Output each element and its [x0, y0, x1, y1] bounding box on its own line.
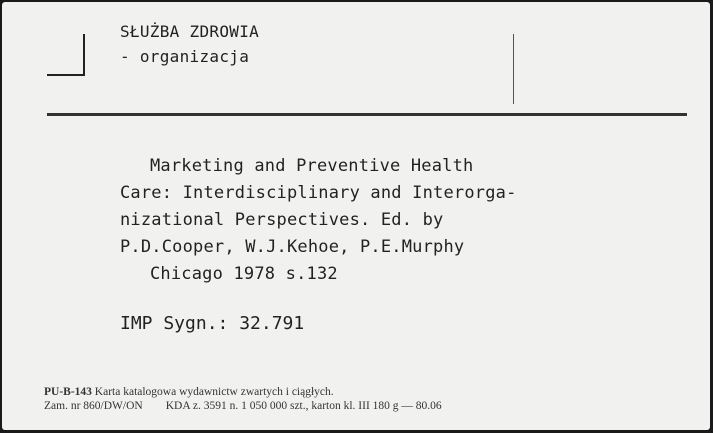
- form-title: Karta katalogowa wydawnictw zwartych i ciągłych.: [94, 386, 334, 398]
- entry-line-4: P.D.Cooper, W.J.Kehoe, P.E.Murphy: [120, 237, 465, 257]
- horizontal-rule: [47, 113, 687, 116]
- printed-footer: [44, 385, 442, 413]
- call-number: IMP Sygn.: 32.791: [120, 313, 305, 334]
- subject-subheading: - organizacja: [120, 47, 250, 66]
- entry-line-2: Care: Interdisciplinary and Interorga-: [120, 183, 517, 203]
- form-code: PU-B-143: [44, 386, 92, 398]
- entry-line-3: nizational Perspectives. Ed. by: [120, 210, 444, 230]
- catalog-card: [2, 2, 710, 430]
- printing-info: KDA z. 3591 n. 1 050 000 szt., karton kl. III 180 g — 80.06: [165, 400, 442, 412]
- entry-line-5: Chicago 1978 s.132: [150, 264, 338, 284]
- footer-row-2: [44, 399, 442, 413]
- footer-row-1: [44, 385, 442, 399]
- entry-line-1: Marketing and Preventive Health: [150, 156, 474, 176]
- subject-heading: SŁUŻBA ZDROWIA: [120, 22, 260, 41]
- bibliographic-entry: [120, 153, 517, 288]
- order-ref: Zam. nr 860/DW/ON: [44, 400, 143, 412]
- corner-bracket-mark: [47, 34, 85, 76]
- vertical-divider: [513, 34, 514, 104]
- subject-heading-block: [120, 19, 259, 69]
